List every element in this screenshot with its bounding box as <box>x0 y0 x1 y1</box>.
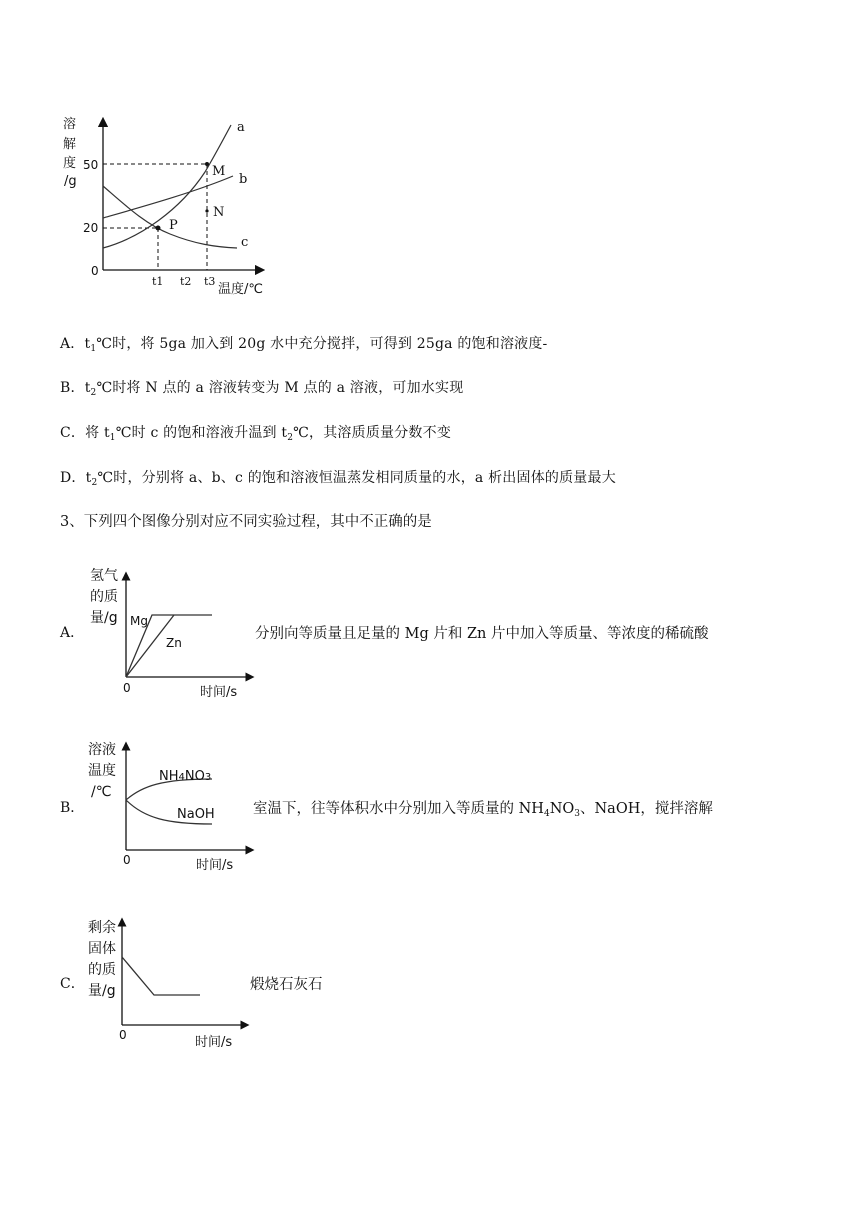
item-a-graph <box>82 562 262 702</box>
option-b-sub: 2 <box>90 388 97 398</box>
item-b-desc-sub-1: 4 <box>543 809 550 819</box>
option-a-text-1: A．t <box>60 336 91 352</box>
item-b-desc <box>253 797 713 819</box>
item-c-mass-line <box>122 957 200 995</box>
point-m-label: M <box>212 164 226 179</box>
option-b-text-2: ℃时将 N 点的 a 溶液转变为 M 点的 a 溶液，可加水实现 <box>96 380 464 396</box>
x-tick-t2: t2 <box>180 275 192 288</box>
item-a-y-label-1: 氢气 <box>90 568 118 584</box>
item-c-graph <box>82 912 262 1052</box>
item-b-nh-sub: 4 <box>178 772 185 783</box>
item-c-x-label: 时间/s <box>195 1035 233 1050</box>
item-c-y-label-1: 剩余 <box>88 920 116 936</box>
item-b-y-label-1: 溶液 <box>88 742 116 758</box>
item-a-label: A． <box>60 625 85 641</box>
item-b-label: B． <box>60 800 85 816</box>
item-a-x-label: 时间/s <box>200 685 238 700</box>
y-axis-label-3: 度 <box>63 156 77 171</box>
option-a-text-2: ℃时，将 5ga 加入到 20g 水中充分搅拌，可得到 25ga 的饱和溶液度- <box>96 336 548 352</box>
option-c-text-1: C．将 t <box>60 425 110 441</box>
item-b-no-sub: 3 <box>204 772 212 783</box>
item-b-y-label-3: /℃ <box>91 784 112 800</box>
item-c-y-label-4: 量/g <box>88 983 116 999</box>
item-a-y-label-3: 量/g <box>90 610 118 626</box>
option-c-text-3: ℃，其溶质质量分数不变 <box>293 425 452 441</box>
point-p-label: P <box>169 218 178 233</box>
option-d-text-1: D．t <box>60 470 92 486</box>
x-tick-t3: t3 <box>204 275 216 288</box>
item-a-y-label-2: 的质 <box>90 589 118 605</box>
point-m <box>205 162 209 166</box>
item-c-y-label-2: 固体 <box>88 941 116 957</box>
item-b-x-label: 时间/s <box>196 858 234 873</box>
item-c-origin: 0 <box>119 1028 127 1042</box>
item-b-series-nh4no3 <box>159 769 211 784</box>
y-tick-20: 20 <box>83 221 99 235</box>
option-d-text-2: ℃时，分别将 a、b、c 的饱和溶液恒温蒸发相同质量的水，a 析出固体的质量最大 <box>97 470 616 486</box>
y-axis-label-4: /g <box>64 174 77 189</box>
item-a-desc: 分别向等质量且足量的 Mg 片和 Zn 片中加入等质量、等浓度的稀硫酸 <box>255 626 709 642</box>
item-b-desc-sub-2: 3 <box>574 809 580 819</box>
item-b-no: NO <box>184 769 205 784</box>
option-a <box>60 333 548 354</box>
item-c-label: C． <box>60 976 85 992</box>
point-n <box>205 209 208 212</box>
item-a-origin: 0 <box>123 681 131 695</box>
option-d-sub: 2 <box>91 478 98 488</box>
question-3: 3、下列四个图像分别对应不同实验过程，其中不正确的是 <box>60 514 432 530</box>
y-tick-50: 50 <box>83 158 99 172</box>
curve-a <box>103 125 231 248</box>
item-b-series-naoh: NaOH <box>177 807 215 822</box>
option-d <box>60 467 616 488</box>
item-b-graph <box>82 736 262 876</box>
option-b-text-1: B．t <box>60 380 91 396</box>
item-b-desc-2: NO <box>549 801 575 817</box>
curve-c-label: c <box>241 235 249 250</box>
item-a-series-mg: Mg <box>130 614 148 628</box>
item-c-y-label-3: 的质 <box>88 962 116 978</box>
option-b <box>60 377 463 398</box>
point-n-label: N <box>213 205 225 220</box>
option-c <box>60 422 451 443</box>
item-b-desc-1: 室温下，往等体积水中分别加入等质量的 NH <box>253 801 544 817</box>
y-tick-0: 0 <box>91 264 99 278</box>
item-b-y-label-2: 温度 <box>88 763 116 779</box>
item-a-series-zn: Zn <box>166 636 182 650</box>
option-c-sub-2: 2 <box>287 433 294 443</box>
curve-a-label: a <box>237 120 245 135</box>
option-a-sub: 1 <box>90 344 97 354</box>
item-b-nh: NH <box>159 769 179 784</box>
option-c-sub-1: 1 <box>109 433 116 443</box>
item-b-origin: 0 <box>123 853 131 867</box>
item-c-desc: 煅烧石灰石 <box>250 977 323 993</box>
y-axis-label-1: 溶 <box>63 117 77 132</box>
option-c-text-2: ℃时 c 的饱和溶液升温到 t <box>115 425 288 441</box>
item-b-desc-3: 、NaOH，搅拌溶解 <box>580 801 713 817</box>
x-tick-t1: t1 <box>152 275 164 288</box>
y-axis-label-2: 解 <box>63 137 77 152</box>
curve-b-label: b <box>239 172 248 187</box>
x-axis-label: 温度/℃ <box>218 282 263 297</box>
point-p <box>156 226 161 231</box>
solubility-graph <box>55 110 285 305</box>
